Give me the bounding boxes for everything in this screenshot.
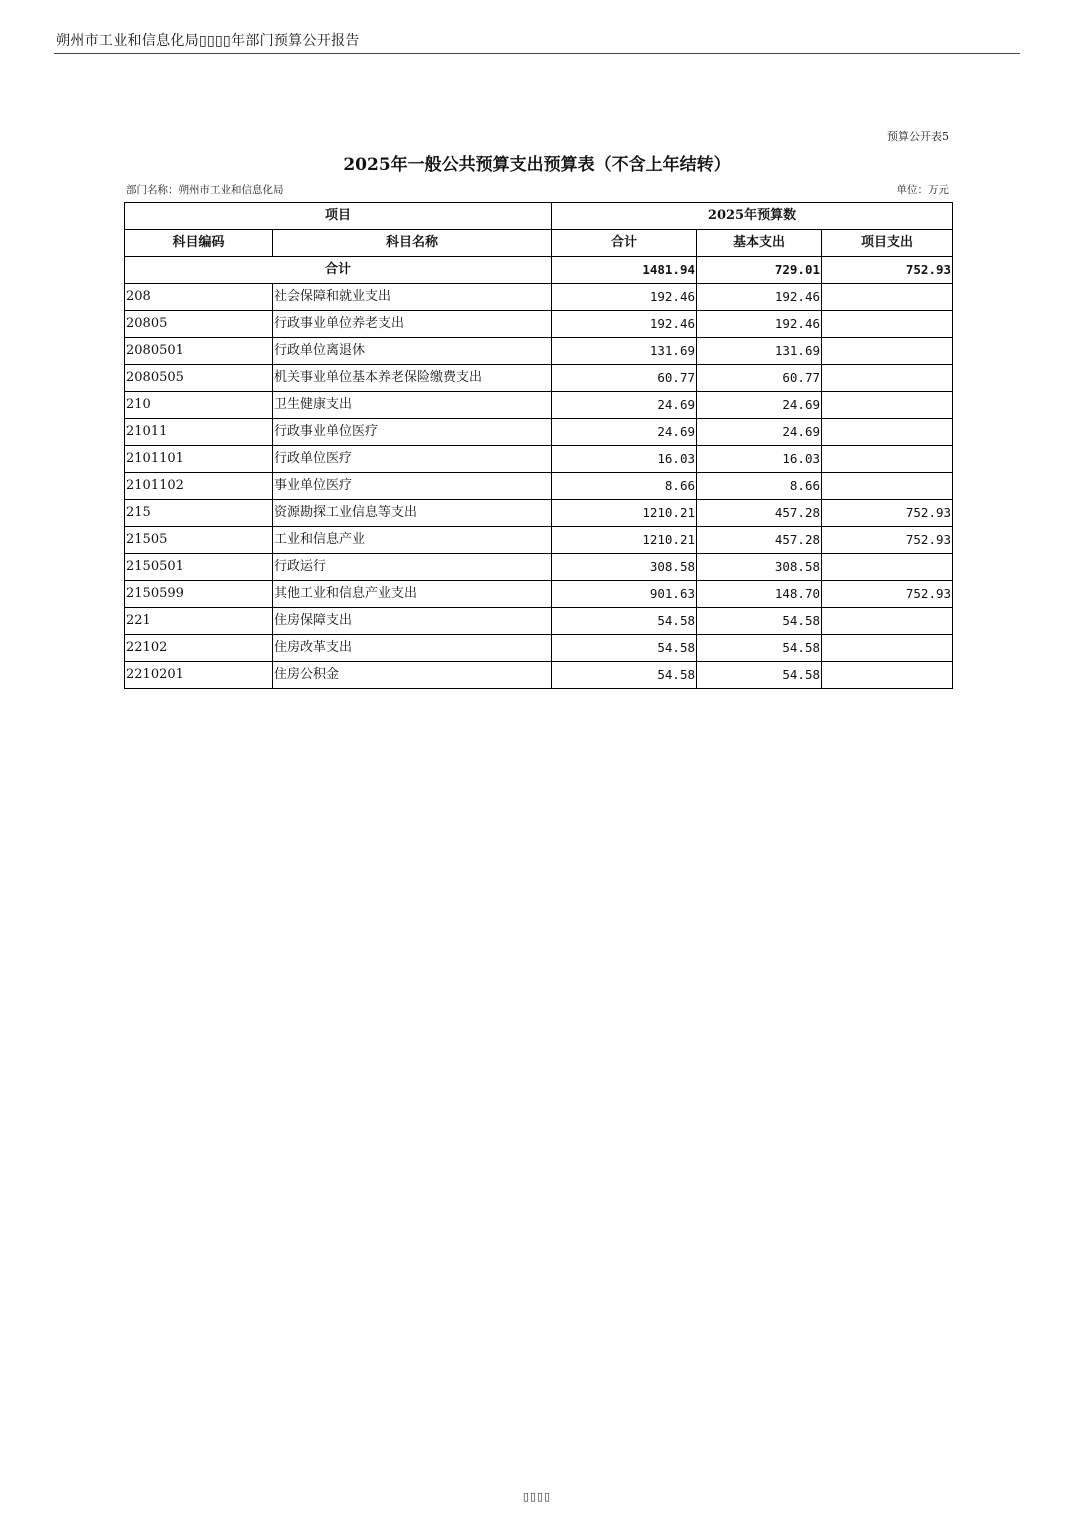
cell-total: 54.58 bbox=[552, 608, 697, 635]
cell-subject-name: 社会保障和就业支出 bbox=[273, 284, 552, 311]
cell-project-expenditure bbox=[822, 284, 953, 311]
cell-subject-name: 行政事业单位医疗 bbox=[273, 419, 552, 446]
table-title: 2025年一般公共预算支出预算表（不含上年结转） bbox=[343, 155, 731, 175]
cell-subject-code: 221 bbox=[125, 608, 273, 635]
cell-subject-code: 2150599 bbox=[125, 581, 273, 608]
cell-total: 1210.21 bbox=[552, 500, 697, 527]
cell-subject-code: 2150501 bbox=[125, 554, 273, 581]
cell-subject-name: 行政单位医疗 bbox=[273, 446, 552, 473]
department-name: 部门名称：朔州市工业和信息化局 bbox=[126, 184, 284, 196]
cell-subject-code: 20805 bbox=[125, 311, 273, 338]
cell-basic-expenditure: 54.58 bbox=[697, 635, 822, 662]
table-row bbox=[125, 554, 953, 581]
table-row bbox=[125, 392, 953, 419]
cell-subject-code: 2101101 bbox=[125, 446, 273, 473]
header-item: 项目 bbox=[125, 203, 552, 230]
cell-total: 308.58 bbox=[552, 554, 697, 581]
cell-basic-expenditure: 24.69 bbox=[697, 392, 822, 419]
table-row bbox=[125, 446, 953, 473]
table-row bbox=[125, 662, 953, 689]
cell-project-expenditure bbox=[822, 473, 953, 500]
table-row bbox=[125, 338, 953, 365]
cell-total: 1210.21 bbox=[552, 527, 697, 554]
table-code: 预算公开表5 bbox=[887, 130, 949, 143]
cell-total: 60.77 bbox=[552, 365, 697, 392]
cell-project-expenditure bbox=[822, 554, 953, 581]
cell-basic-expenditure: 16.03 bbox=[697, 446, 822, 473]
cell-basic-expenditure: 148.70 bbox=[697, 581, 822, 608]
header-total: 合计 bbox=[552, 230, 697, 257]
cell-subject-code: 208 bbox=[125, 284, 273, 311]
cell-total: 901.63 bbox=[552, 581, 697, 608]
cell-basic-expenditure: 131.69 bbox=[697, 338, 822, 365]
cell-basic-expenditure: 308.58 bbox=[697, 554, 822, 581]
cell-basic-expenditure: 192.46 bbox=[697, 311, 822, 338]
page-number: ▯▯▯▯ bbox=[522, 1490, 552, 1503]
cell-total: 131.69 bbox=[552, 338, 697, 365]
cell-project-expenditure bbox=[822, 662, 953, 689]
table-column-header-row bbox=[125, 230, 953, 257]
cell-basic-expenditure: 192.46 bbox=[697, 284, 822, 311]
cell-subject-name: 卫生健康支出 bbox=[273, 392, 552, 419]
table-row bbox=[125, 473, 953, 500]
cell-project-expenditure bbox=[822, 365, 953, 392]
cell-total: 54.58 bbox=[552, 635, 697, 662]
budget-table bbox=[124, 202, 953, 689]
total-project: 752.93 bbox=[822, 257, 953, 284]
cell-subject-code: 21011 bbox=[125, 419, 273, 446]
table-row bbox=[125, 365, 953, 392]
header-divider bbox=[54, 53, 1020, 54]
cell-total: 16.03 bbox=[552, 446, 697, 473]
cell-subject-name: 住房保障支出 bbox=[273, 608, 552, 635]
cell-basic-expenditure: 60.77 bbox=[697, 365, 822, 392]
cell-subject-code: 2080501 bbox=[125, 338, 273, 365]
cell-subject-name: 事业单位医疗 bbox=[273, 473, 552, 500]
cell-subject-name: 工业和信息产业 bbox=[273, 527, 552, 554]
cell-subject-name: 行政事业单位养老支出 bbox=[273, 311, 552, 338]
cell-subject-code: 22102 bbox=[125, 635, 273, 662]
cell-project-expenditure: 752.93 bbox=[822, 581, 953, 608]
page-header-title: 朔州市工业和信息化局▯▯▯▯年部门预算公开报告 bbox=[56, 33, 360, 49]
cell-project-expenditure bbox=[822, 419, 953, 446]
cell-total: 54.58 bbox=[552, 662, 697, 689]
cell-project-expenditure bbox=[822, 311, 953, 338]
unit-label: 单位：万元 bbox=[896, 184, 949, 196]
total-row bbox=[125, 257, 953, 284]
table-row bbox=[125, 635, 953, 662]
table-row bbox=[125, 581, 953, 608]
cell-project-expenditure bbox=[822, 608, 953, 635]
cell-total: 24.69 bbox=[552, 419, 697, 446]
header-subject-name: 科目名称 bbox=[273, 230, 552, 257]
total-label: 合计 bbox=[125, 257, 552, 284]
header-project-expenditure: 项目支出 bbox=[822, 230, 953, 257]
cell-subject-name: 行政运行 bbox=[273, 554, 552, 581]
cell-basic-expenditure: 457.28 bbox=[697, 527, 822, 554]
cell-subject-name: 资源勘探工业信息等支出 bbox=[273, 500, 552, 527]
table-row bbox=[125, 311, 953, 338]
table-row bbox=[125, 419, 953, 446]
cell-project-expenditure bbox=[822, 392, 953, 419]
table-row bbox=[125, 500, 953, 527]
cell-subject-name: 机关事业单位基本养老保险缴费支出 bbox=[273, 365, 552, 392]
cell-subject-code: 215 bbox=[125, 500, 273, 527]
cell-subject-name: 其他工业和信息产业支出 bbox=[273, 581, 552, 608]
cell-total: 8.66 bbox=[552, 473, 697, 500]
header-budget: 2025年预算数 bbox=[552, 203, 953, 230]
cell-project-expenditure: 752.93 bbox=[822, 527, 953, 554]
table-row bbox=[125, 527, 953, 554]
cell-project-expenditure bbox=[822, 338, 953, 365]
cell-project-expenditure bbox=[822, 635, 953, 662]
cell-total: 24.69 bbox=[552, 392, 697, 419]
header-basic-expenditure: 基本支出 bbox=[697, 230, 822, 257]
cell-subject-code: 21505 bbox=[125, 527, 273, 554]
cell-basic-expenditure: 24.69 bbox=[697, 419, 822, 446]
table-row bbox=[125, 284, 953, 311]
cell-subject-code: 2210201 bbox=[125, 662, 273, 689]
total-amount: 1481.94 bbox=[552, 257, 697, 284]
cell-subject-code: 2080505 bbox=[125, 365, 273, 392]
header-subject-code: 科目编码 bbox=[125, 230, 273, 257]
cell-subject-name: 行政单位离退休 bbox=[273, 338, 552, 365]
cell-subject-code: 210 bbox=[125, 392, 273, 419]
cell-project-expenditure bbox=[822, 446, 953, 473]
cell-basic-expenditure: 54.58 bbox=[697, 662, 822, 689]
table-group-header-row bbox=[125, 203, 953, 230]
cell-total: 192.46 bbox=[552, 311, 697, 338]
cell-total: 192.46 bbox=[552, 284, 697, 311]
total-basic: 729.01 bbox=[697, 257, 822, 284]
cell-subject-name: 住房公积金 bbox=[273, 662, 552, 689]
cell-basic-expenditure: 54.58 bbox=[697, 608, 822, 635]
cell-basic-expenditure: 457.28 bbox=[697, 500, 822, 527]
cell-subject-name: 住房改革支出 bbox=[273, 635, 552, 662]
cell-project-expenditure: 752.93 bbox=[822, 500, 953, 527]
cell-basic-expenditure: 8.66 bbox=[697, 473, 822, 500]
table-row bbox=[125, 608, 953, 635]
cell-subject-code: 2101102 bbox=[125, 473, 273, 500]
